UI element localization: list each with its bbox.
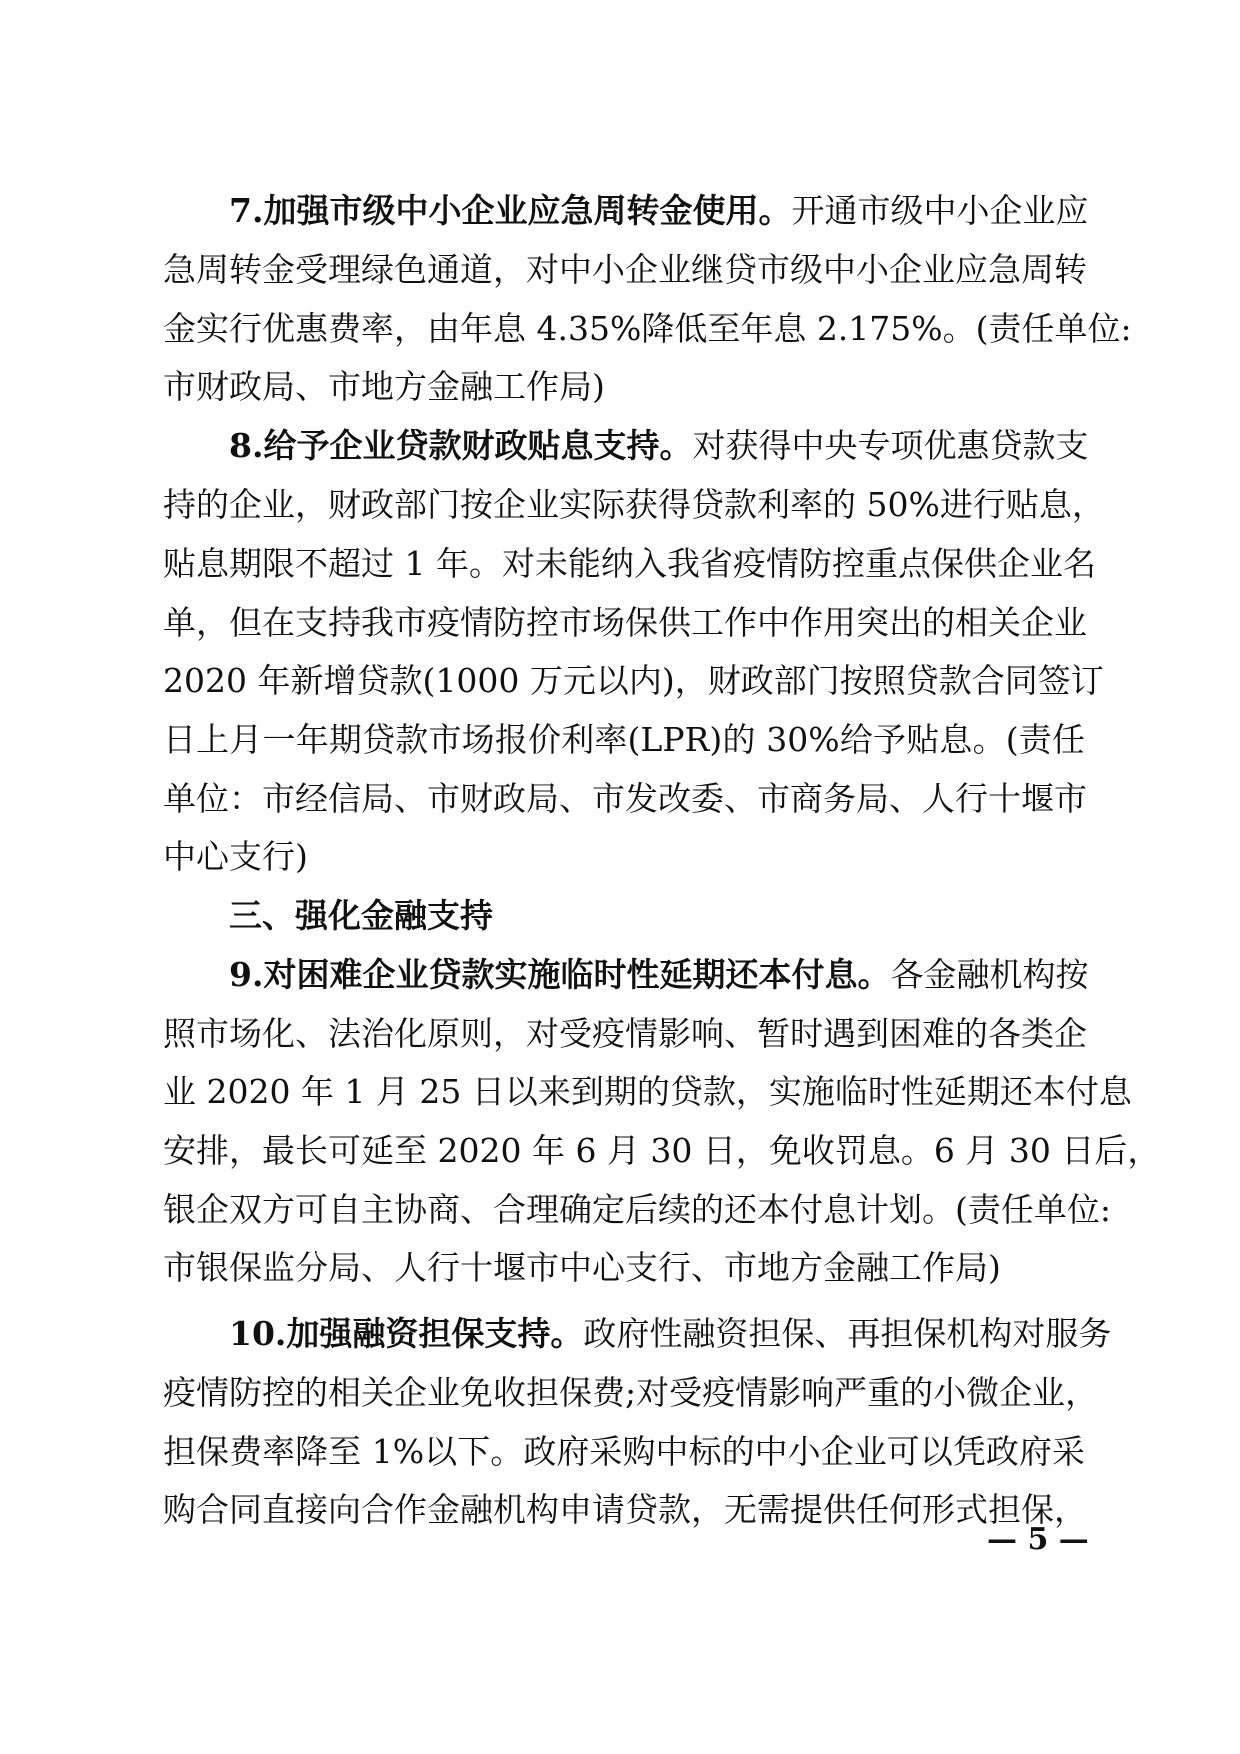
p10-title: 10.加强融资担保支持。 — [229, 1314, 584, 1353]
p7-line-3: 金实行优惠费率，由年息 4.35%降低至年息 2.175%。(责任单位: — [163, 309, 1132, 348]
p9-line-3: 业 2020 年 1 月 25 日以来到期的贷款，实施临时性延期还本付息 — [163, 1072, 1132, 1111]
p9-line-6: 市银保监分局、人行十堰市中心支行、市地方金融工作局) — [163, 1248, 1001, 1287]
p10-line-2: 疫情防控的相关企业免收担保费;对受疫情影响严重的小微企业， — [163, 1373, 1099, 1412]
p9-line-4: 安排，最长可延至 2020 年 6 月 30 日，免收罚息。6 月 30 日后， — [163, 1131, 1161, 1170]
p7-line-1-text: 开通市级中小企业应 — [791, 191, 1089, 230]
p8-line-3: 贴息期限不超过 1 年。对未能纳入我省疫情防控重点保供企业名 — [163, 544, 1096, 583]
p8-line-4: 单，但在支持我市疫情防控市场保供工作中作用突出的相关企业 — [163, 603, 1087, 642]
p9-line-1 — [229, 945, 1089, 1005]
p10-line-4: 购合同直接向合作金融机构申请贷款，无需提供任何形式担保， — [163, 1490, 1087, 1529]
p7-title: 7.加强市级中小企业应急周转金使用。 — [229, 191, 792, 230]
p8-line-5: 2020 年新增贷款(1000 万元以内)，财政部门按照贷款合同签订 — [163, 661, 1104, 700]
p8-line-8: 中心支行) — [163, 837, 308, 876]
p8-line-6: 日上月一年期贷款市场报价利率(LPR)的 30%给予贴息。(责任 — [163, 720, 1085, 759]
p9-line-5: 银企双方可自主协商、合理确定后续的还本付息计划。(责任单位: — [163, 1190, 1111, 1229]
p8-line-2: 持的企业，财政部门按企业实际获得贷款利率的 50%进行贴息， — [163, 485, 1105, 524]
p7-line-2: 急周转金受理绿色通道，对中小企业继贷市级中小企业应急周转 — [163, 250, 1087, 289]
section-heading: 三、强化金融支持 — [229, 896, 493, 935]
p10-line-1-text: 政府性融资担保、再担保机构对服务 — [583, 1314, 1112, 1353]
page-number: — 5 — — [987, 1522, 1089, 1557]
p9-line-2: 照市场化、法治化原则，对受疫情影响、暂时遇到困难的各类企 — [163, 1014, 1087, 1053]
p9-title: 9.对困难企业贷款实施临时性延期还本付息。 — [229, 955, 891, 994]
p7-line-1 — [229, 181, 1089, 241]
p10-line-3: 担保费率降至 1%以下。政府采购中标的中小企业可以凭政府采 — [163, 1432, 1085, 1471]
p8-line-1 — [229, 416, 1089, 476]
p8-line-7: 单位：市经信局、市财政局、市发改委、市商务局、人行十堰市 — [163, 779, 1087, 818]
p9-line-1-text: 各金融机构按 — [890, 955, 1089, 994]
p8-title: 8.给予企业贷款财政贴息支持。 — [229, 426, 693, 465]
p10-line-1 — [229, 1304, 1112, 1364]
p7-line-4: 市财政局、市地方金融工作局) — [163, 367, 605, 406]
p8-line-1-text: 对获得中央专项优惠贷款支 — [692, 426, 1089, 465]
